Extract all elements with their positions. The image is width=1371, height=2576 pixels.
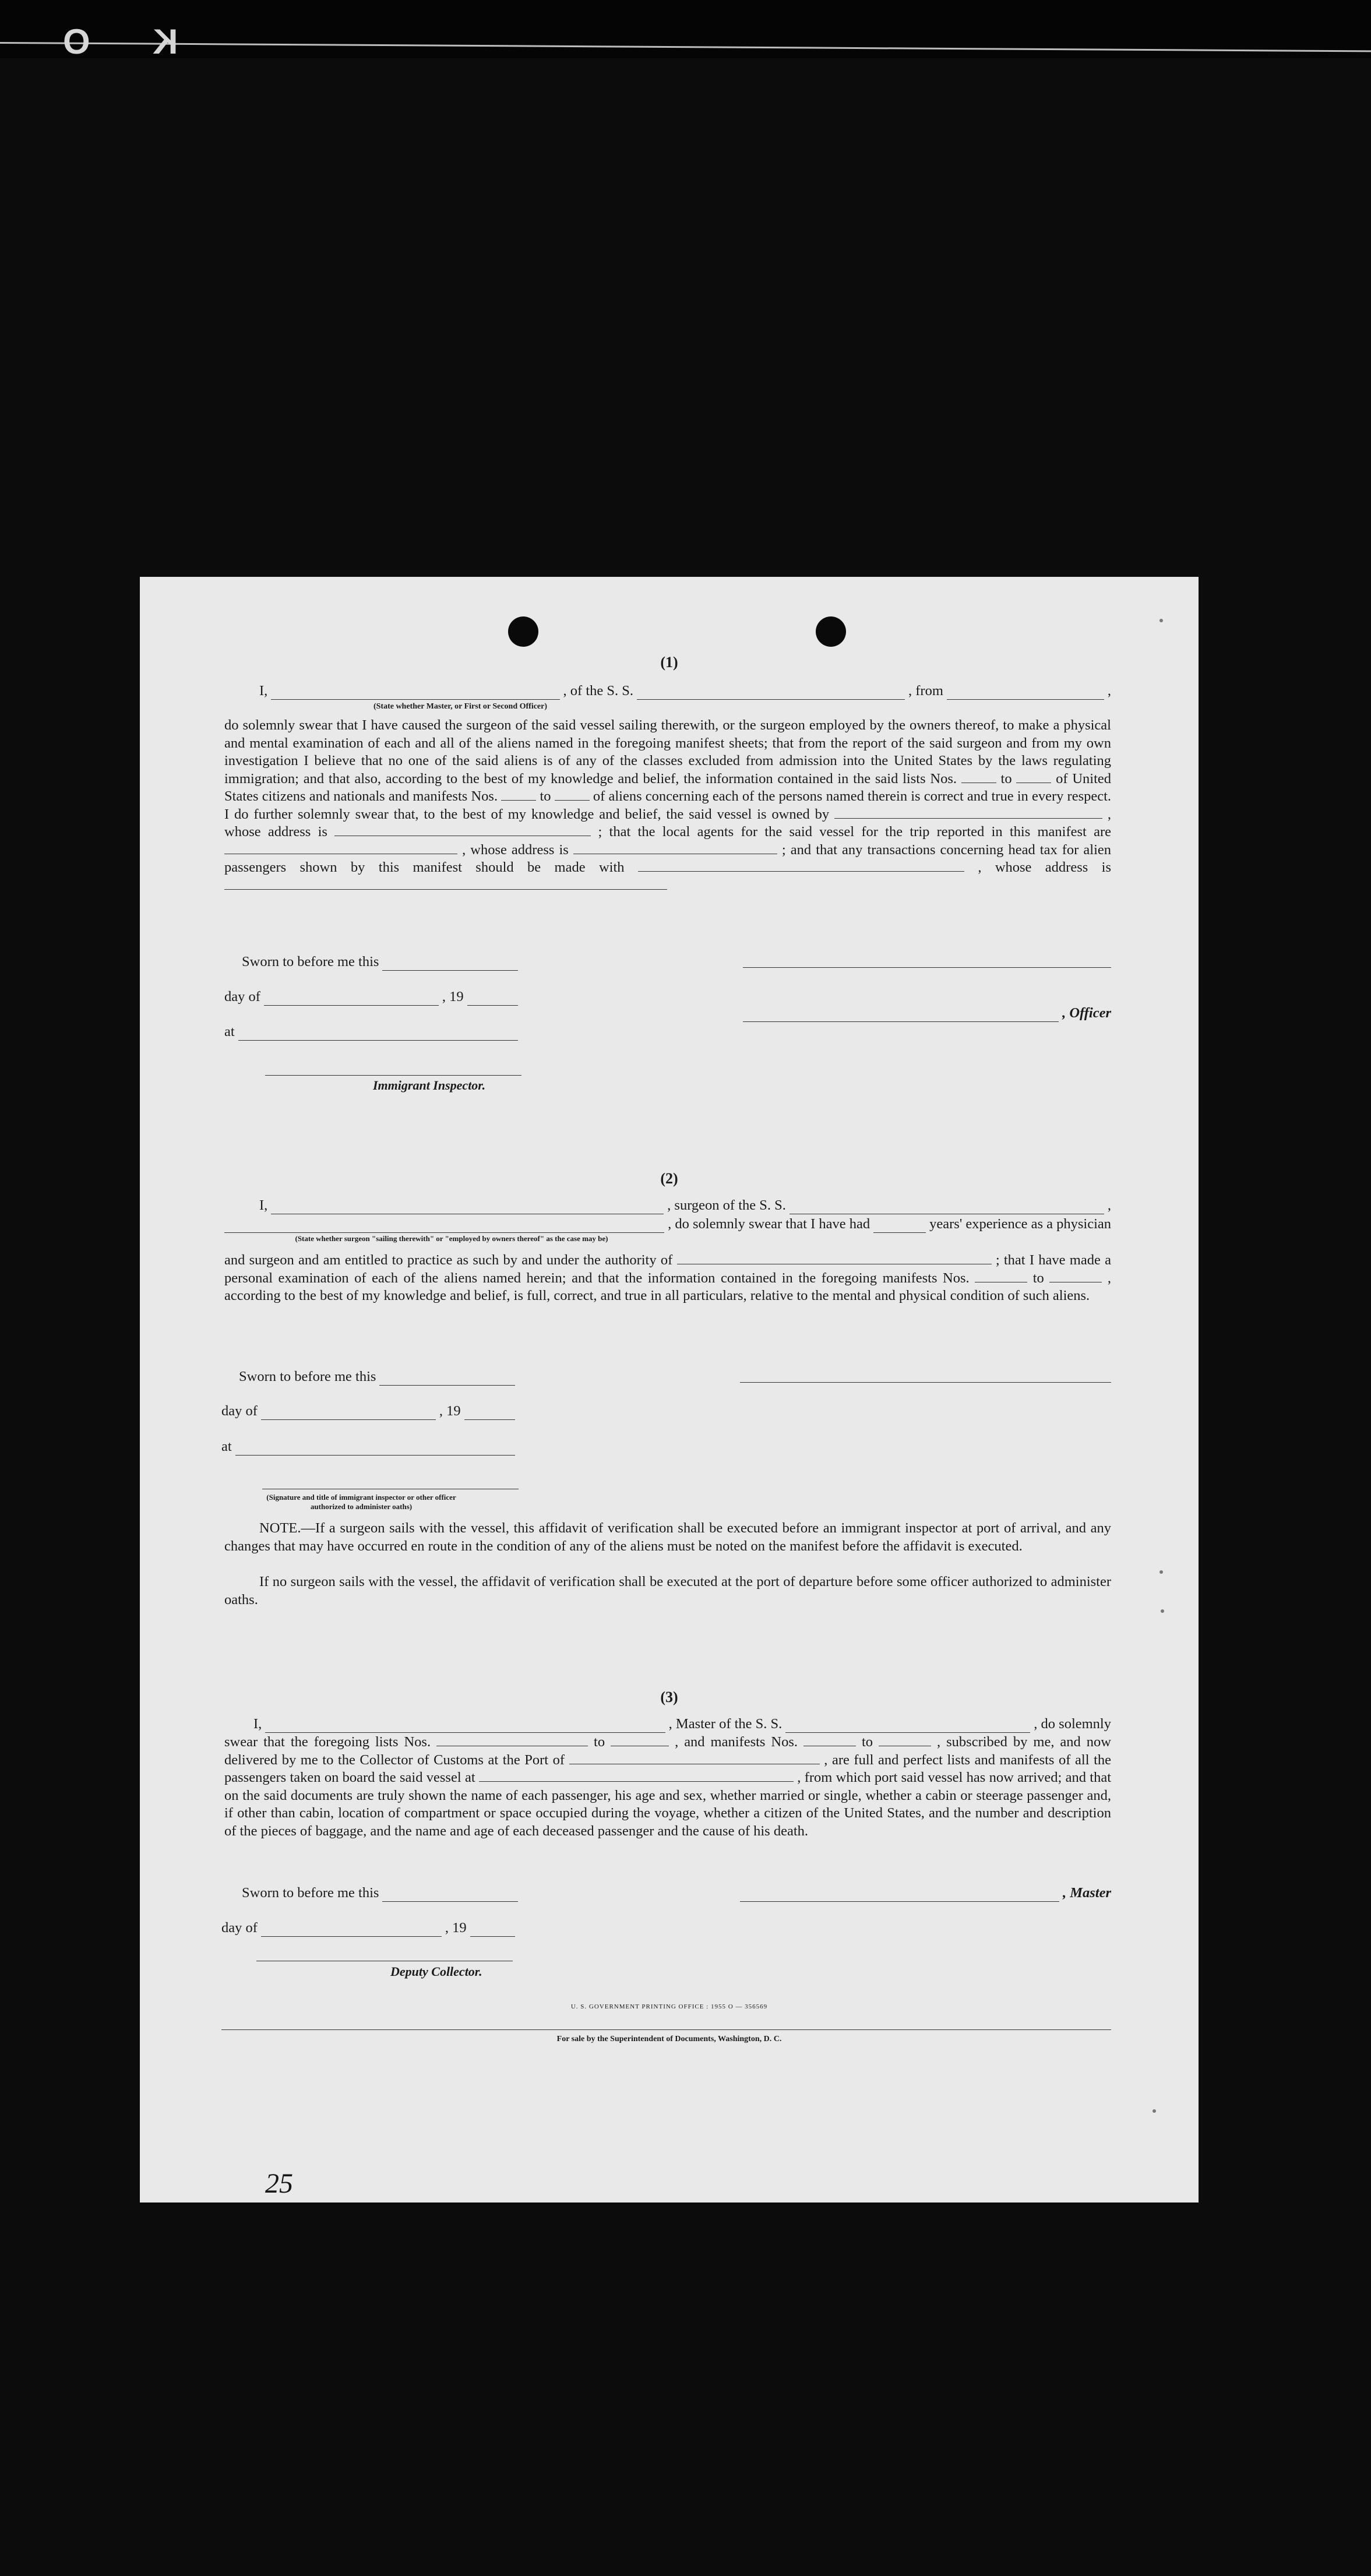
section-1-number: (1): [660, 654, 678, 671]
s1-lists-to-blank[interactable]: [1016, 771, 1051, 783]
speck: [1159, 1570, 1163, 1574]
s1-officer-row: , Officer: [743, 1004, 1111, 1022]
s3-master-signature-blank[interactable]: [740, 1890, 1059, 1902]
speck: [1153, 2109, 1156, 2113]
s1-rank-caption: (State whether Master, or First or Second Officer): [373, 702, 548, 711]
s1-at-blank[interactable]: [238, 1028, 518, 1041]
section-1-body: do solemnly swear that I have caused the surgeon of the said vessel sailing therewith, or the surgeon employed by the owners thereof, to make a physical and mental examination of each and all of the aliens named in the foregoing manifest sheets; that from the report of the said surgeon and from my own investigation I believe that no one of the said aliens is of any of the classes excluded from admission into the United States by the laws regulating immigration; and that also, according to the best of my knowledge and belief, the information contained in the said lists Nos. to of United States citizens and nationals and manifests Nos. to of aliens concerning each of the persons named therein is correct and true in every respect. I do further solemnly swear that, to the best of my knowledge and belief, the said vessel is owned by , whose address is ; that the local agents for the said vessel for the trip reported in this manifest are , whose address is ; and that any transactions concerning head tax for alien passengers shown by this manifest should be made with , whose address is: [224, 717, 1111, 894]
s1-lists-from-blank[interactable]: [961, 771, 996, 783]
s3-port-blank[interactable]: [569, 1753, 820, 1764]
s2-note: NOTE.—If a surgeon sails with the vessel, this affidavit of verification shall be executed before an immigrant inspector at port of arrival, and any changes that may have occurred en route in the condition of any of the aliens must be noted on the manifest before the affidavit is executed.: [224, 1520, 1111, 1554]
handwritten-page-number: 25: [265, 2168, 293, 2199]
speck: [1159, 619, 1163, 622]
s1-vessel-blank[interactable]: [637, 688, 905, 700]
s3-manifests-to-blank[interactable]: [879, 1735, 931, 1746]
s2-surgeon-name-blank[interactable]: [271, 1202, 664, 1214]
s1-officer-signature-line[interactable]: [743, 967, 1111, 968]
s1-agents-blank[interactable]: [224, 843, 457, 854]
s2-at-row: at: [221, 1437, 519, 1456]
s2-authority-blank[interactable]: [677, 1253, 992, 1264]
s3-day-blank[interactable]: [261, 1925, 442, 1937]
s1-from-label: , from: [908, 683, 943, 699]
s1-sworn-blank[interactable]: [382, 958, 518, 971]
s3-master-row: , Master: [740, 1884, 1111, 1902]
speck: [1161, 1609, 1164, 1613]
s3-manifests-from-blank[interactable]: [803, 1735, 856, 1746]
s1-day-blank[interactable]: [264, 993, 439, 1006]
s3-collector-label: Deputy Collector.: [390, 1964, 482, 1979]
s3-lists-to-blank[interactable]: [611, 1735, 669, 1746]
s1-day-row: day of , 19: [224, 988, 521, 1006]
s1-i-label: I,: [259, 683, 268, 699]
s1-line-end: ,: [1107, 683, 1111, 699]
s1-from-blank[interactable]: [947, 688, 1104, 700]
sale-note: For sale by the Superintendent of Documents, Washington, D. C.: [556, 2035, 782, 2043]
s3-year-blank[interactable]: [470, 1925, 515, 1937]
s2-sworn-blank[interactable]: [379, 1373, 515, 1386]
s1-officer-title-blank[interactable]: [743, 1010, 1059, 1022]
s1-headtax-address-blank[interactable]: [224, 878, 667, 890]
s2-status-caption: (State whether surgeon "sailing therewith" or "employed by owners thereof" as the case may be): [295, 1234, 608, 1243]
s2-surgeon-signature-line[interactable]: [740, 1382, 1111, 1383]
s3-vessel-blank[interactable]: [785, 1721, 1030, 1733]
s1-headtax-blank[interactable]: [638, 860, 964, 872]
s1-owner-blank[interactable]: [834, 807, 1102, 819]
section-1-line-1: [259, 682, 1111, 700]
s3-sworn-row: Sworn to before me this: [242, 1884, 521, 1902]
s2-years-blank[interactable]: [873, 1221, 926, 1233]
s2-manifests-to-blank[interactable]: [1049, 1271, 1102, 1282]
s3-lists-from-blank[interactable]: [436, 1735, 588, 1746]
printing-office-note: U. S. GOVERNMENT PRINTING OFFICE : 1955 O — 356569: [570, 2003, 768, 2010]
s1-manifests-from-blank[interactable]: [501, 789, 536, 801]
s2-day-row: day of , 19: [221, 1402, 519, 1420]
section-2-number: (2): [660, 1170, 678, 1187]
s2-manifests-from-blank[interactable]: [975, 1271, 1027, 1282]
section-2-line-2: , do solemnly swear that I have had years' experience as a physician: [224, 1215, 1111, 1233]
s1-agents-address-blank[interactable]: [573, 843, 777, 854]
s3-sworn-blank[interactable]: [382, 1890, 518, 1902]
frame-mark-left: O: [63, 22, 90, 61]
punch-hole-left: [508, 616, 538, 647]
s1-sworn-row: Sworn to before me this: [242, 953, 521, 971]
s1-inspector-signature-line[interactable]: [265, 1075, 521, 1076]
punch-hole-right: [816, 616, 846, 647]
section-3-number: (3): [660, 1689, 678, 1705]
s2-sworn-row: Sworn to before me this: [239, 1368, 519, 1386]
s2-at-blank[interactable]: [235, 1443, 515, 1456]
s2-note-2: If no surgeon sails with the vessel, the affidavit of verification shall be executed at the port of departure before some officer authorized to administer oaths.: [224, 1574, 1111, 1608]
section-2-body: and surgeon and am entitled to practice as such by and under the authority of ; that I have made a personal examination of each of the aliens named herein; and that the information contained in the foregoing manifests Nos. to , according to the best of my knowledge and belief, is full, correct, and true in all particulars, relative to the mental and physical condition of such aliens.: [224, 1252, 1112, 1303]
s1-inspector-label: Immigrant Inspector.: [373, 1078, 486, 1093]
section-2-line-1: I, , surgeon of the S. S. ,: [259, 1197, 1111, 1213]
s2-vessel-blank[interactable]: [790, 1202, 1104, 1214]
s3-boarded-at-blank[interactable]: [479, 1770, 794, 1782]
s3-master-name-blank[interactable]: [265, 1721, 665, 1733]
section-3-line-1: I, , Master of the S. S. , do solemnly: [253, 1716, 1111, 1732]
s2-day-blank[interactable]: [261, 1408, 436, 1420]
s1-at-row: at: [224, 1023, 521, 1041]
s1-owner-address-blank[interactable]: [334, 824, 591, 836]
s1-of-ss-label: , of the S. S.: [563, 683, 633, 699]
s3-day-row: day of , 19: [221, 1919, 519, 1937]
footer-rule: [221, 2029, 1111, 2030]
section-3-body: swear that the foregoing lists Nos. to , and manifests Nos. to , subscribed by me, and now delivered by me to the Collector of Customs at the Port of , are full and perfect lists and manifests of all the passengers taken on board the said vessel at , from which port said vessel has now arrived; and that on the said documents are truly shown the name of each passenger, his age and sex, whether married or single, whether a cabin or steerage passenger and, if other than cabin, location of compartment or space occupied during the voyage, whether a citizen of the United States, and the number and description of the pieces of baggage, and the name and age of each deceased passenger and the cause of his death.: [224, 1734, 1112, 1839]
s2-signature-caption: (Signature and title of immigrant inspector or other officer authorized to administer oaths): [266, 1493, 456, 1511]
s1-manifests-to-blank[interactable]: [555, 789, 590, 801]
s2-year-blank[interactable]: [464, 1408, 515, 1420]
s1-year-blank[interactable]: [467, 993, 518, 1006]
s1-rank-blank[interactable]: [271, 688, 559, 700]
frame-mark-right: K: [153, 22, 178, 61]
s2-status-blank[interactable]: [224, 1221, 664, 1233]
manifest-affidavit-page: [140, 577, 1199, 2203]
